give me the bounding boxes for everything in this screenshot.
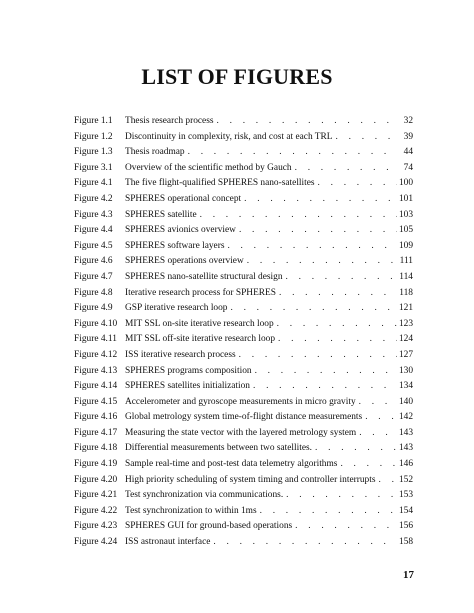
figure-page-number: 32 xyxy=(403,116,413,126)
list-item xyxy=(74,348,413,364)
figure-page-number: 130 xyxy=(398,365,413,376)
figure-title: High priority scheduling of system timing and controller interrupts xyxy=(125,474,376,485)
list-item xyxy=(74,535,413,551)
figure-number: Figure 4.6 xyxy=(74,256,113,267)
figure-entry xyxy=(125,145,413,161)
figure-entry xyxy=(125,519,413,535)
figure-page-number: 100 xyxy=(398,178,413,189)
figure-entry xyxy=(125,114,413,130)
list-item xyxy=(74,426,413,442)
figure-entry xyxy=(125,208,413,224)
list-item xyxy=(74,395,413,411)
figure-page-number: 103 xyxy=(398,209,413,220)
dot-leader xyxy=(318,176,397,192)
figure-page-number: 114 xyxy=(399,271,413,282)
figure-title: Accelerometer and gyroscope measurements in micro gravity xyxy=(125,396,356,407)
figure-entry xyxy=(125,379,413,395)
figure-number: Figure 4.14 xyxy=(74,381,118,392)
figure-entry xyxy=(125,286,413,302)
list-item xyxy=(74,254,413,270)
figure-page-number: 123 xyxy=(398,318,413,329)
figure-entry xyxy=(125,364,413,380)
list-item xyxy=(74,239,413,255)
figure-title: SPHERES operational concept xyxy=(125,193,242,204)
figure-number: Figure 1.3 xyxy=(74,147,113,158)
figure-page-number: 118 xyxy=(399,287,413,298)
dot-leader xyxy=(340,457,397,473)
dot-leader xyxy=(239,223,397,239)
figure-entry xyxy=(125,410,413,426)
figure-entry xyxy=(125,301,413,317)
dot-leader xyxy=(255,364,397,380)
list-item xyxy=(74,379,413,395)
figure-title: The five flight-qualified SPHERES nano-satellites xyxy=(125,178,315,189)
figure-title: ISS astronaut interface xyxy=(125,537,211,548)
figure-entry xyxy=(125,348,413,364)
figure-number: Figure 4.21 xyxy=(74,490,118,501)
figure-page-number: 153 xyxy=(398,490,413,501)
dot-leader xyxy=(278,332,397,348)
figure-entry xyxy=(125,239,413,255)
figure-number: Figure 4.23 xyxy=(74,521,118,532)
dot-leader xyxy=(295,519,397,535)
figure-number: Figure 4.9 xyxy=(74,303,113,314)
dot-leader xyxy=(378,473,396,489)
figure-page-number: 143 xyxy=(398,443,413,454)
figure-page-number: 143 xyxy=(398,427,413,438)
figure-title: Measuring the state vector with the layered metrology system xyxy=(125,427,357,438)
list-item xyxy=(74,301,413,317)
dot-leader xyxy=(365,410,397,426)
dot-leader xyxy=(253,379,397,395)
figure-number: Figure 4.2 xyxy=(74,193,113,204)
figure-page-number: 127 xyxy=(398,349,413,360)
figure-number: Figure 3.1 xyxy=(74,162,113,173)
figure-title: MIT SSL off-site iterative research loop xyxy=(125,334,276,345)
dot-leader xyxy=(336,130,397,146)
list-item xyxy=(74,130,413,146)
figure-title: SPHERES programs composition xyxy=(125,365,252,376)
list-item xyxy=(74,519,413,535)
figure-number: Figure 4.10 xyxy=(74,318,118,329)
figure-number: Figure 1.2 xyxy=(74,131,113,142)
figure-page-number: 124 xyxy=(398,334,413,345)
dot-leader xyxy=(277,317,397,333)
page-number: 17 xyxy=(403,569,414,581)
figure-title: Overview of the scientific method by Gauch xyxy=(125,162,292,173)
figure-number: Figure 4.22 xyxy=(74,505,118,516)
figure-number: Figure 4.20 xyxy=(74,474,118,485)
figure-entry xyxy=(125,488,413,504)
dot-leader xyxy=(315,441,397,457)
figure-page-number: 105 xyxy=(398,225,413,236)
figure-number: Figure 4.11 xyxy=(74,334,117,345)
figure-page-number: 146 xyxy=(398,459,413,470)
dot-leader xyxy=(286,270,397,286)
figure-title: SPHERES satellite xyxy=(125,209,197,220)
figure-page-number: 121 xyxy=(398,303,413,314)
list-item xyxy=(74,286,413,302)
list-item xyxy=(74,364,413,380)
list-item xyxy=(74,441,413,457)
figure-entry xyxy=(125,441,413,457)
figure-number: Figure 4.16 xyxy=(74,412,118,423)
figure-number: Figure 4.13 xyxy=(74,365,118,376)
figure-entry xyxy=(125,176,413,192)
figure-entry xyxy=(125,504,413,520)
figure-entry xyxy=(125,426,413,442)
figure-title: SPHERES software layers xyxy=(125,240,225,251)
dot-leader xyxy=(359,426,397,442)
figure-page-number: 134 xyxy=(398,381,413,392)
figure-entry xyxy=(125,161,413,177)
figure-title: SPHERES GUI for ground-based operations xyxy=(125,521,293,532)
dot-leader xyxy=(227,239,396,255)
figure-title: SPHERES avionics overview xyxy=(125,225,236,236)
figure-entry xyxy=(125,473,413,489)
dot-leader xyxy=(217,114,397,130)
list-item xyxy=(74,457,413,473)
figure-number: Figure 4.15 xyxy=(74,396,118,407)
figure-title: SPHERES nano-satellite structural design xyxy=(125,271,283,282)
figure-page-number: 156 xyxy=(398,521,413,532)
dot-leader xyxy=(200,208,397,224)
figure-entry xyxy=(125,192,413,208)
figure-number: Figure 4.19 xyxy=(74,459,118,470)
figure-title: Test synchronization to within 1ms xyxy=(125,505,257,516)
list-item xyxy=(74,473,413,489)
figure-entry xyxy=(125,254,413,270)
figure-number: Figure 1.1 xyxy=(74,116,113,126)
figure-title: MIT SSL on-site iterative research loop xyxy=(125,318,274,329)
figure-entry xyxy=(125,317,413,333)
dot-leader xyxy=(295,161,397,177)
figure-title: Iterative research process for SPHERES xyxy=(125,287,276,298)
figure-title: Discontinuity in complexity, risk, and cost at each TRL xyxy=(125,131,333,142)
list-item xyxy=(74,114,413,130)
figure-number: Figure 4.4 xyxy=(74,225,113,236)
list-of-figures xyxy=(74,114,413,551)
figure-page-number: 154 xyxy=(398,505,413,516)
figure-entry xyxy=(125,535,413,551)
list-item xyxy=(74,208,413,224)
dot-leader xyxy=(244,192,397,208)
figure-entry xyxy=(125,223,413,239)
list-item xyxy=(74,176,413,192)
figure-title: ISS iterative research process xyxy=(125,349,236,360)
figure-entry xyxy=(125,395,413,411)
figure-title: SPHERES operations overview xyxy=(125,256,244,267)
figure-number: Figure 4.18 xyxy=(74,443,118,454)
figure-page-number: 142 xyxy=(398,412,413,423)
figure-entry xyxy=(125,457,413,473)
figure-page-number: 111 xyxy=(399,256,413,267)
dot-leader xyxy=(260,504,397,520)
figure-entry xyxy=(125,130,413,146)
page-title: LIST OF FIGURES xyxy=(141,64,333,89)
figure-page-number: 39 xyxy=(403,131,413,142)
figure-page-number: 140 xyxy=(398,396,413,407)
list-item xyxy=(74,410,413,426)
figure-number: Figure 4.7 xyxy=(74,271,113,282)
figure-title: Sample real-time and post-test data telemetry algorithms xyxy=(125,459,338,470)
figure-entry xyxy=(125,332,413,348)
figure-page-number: 158 xyxy=(398,537,413,548)
figure-number: Figure 4.8 xyxy=(74,287,113,298)
figure-entry xyxy=(125,270,413,286)
figure-page-number: 152 xyxy=(398,474,413,485)
figure-number: Figure 4.3 xyxy=(74,209,113,220)
list-item xyxy=(74,161,413,177)
dot-leader xyxy=(230,301,396,317)
list-item xyxy=(74,504,413,520)
dot-leader xyxy=(279,286,397,302)
list-item xyxy=(74,145,413,161)
dot-leader xyxy=(286,488,397,504)
figure-title: Thesis roadmap xyxy=(125,147,185,158)
list-item xyxy=(74,317,413,333)
figure-title: SPHERES satellites initialization xyxy=(125,381,250,392)
figure-page-number: 101 xyxy=(398,193,413,204)
dot-leader xyxy=(247,254,397,270)
figure-page-number: 44 xyxy=(403,147,413,158)
dot-leader xyxy=(188,145,397,161)
dot-leader xyxy=(239,348,397,364)
dot-leader xyxy=(359,395,397,411)
list-item xyxy=(74,270,413,286)
figure-title: GSP iterative research loop xyxy=(125,303,228,314)
list-item xyxy=(74,332,413,348)
dot-leader xyxy=(213,535,397,551)
figure-number: Figure 4.17 xyxy=(74,427,118,438)
figure-title: Global metrology system time-of-flight distance measurements xyxy=(125,412,363,423)
figure-page-number: 74 xyxy=(403,162,413,173)
list-item xyxy=(74,223,413,239)
list-item xyxy=(74,192,413,208)
figure-number: Figure 4.24 xyxy=(74,537,118,548)
figure-title: Thesis research process xyxy=(125,116,214,126)
figure-title: Differential measurements between two satellites. xyxy=(125,443,313,454)
figure-title: Test synchronization via communications. xyxy=(125,490,284,501)
figure-number: Figure 4.1 xyxy=(74,178,113,189)
list-item xyxy=(74,488,413,504)
figure-page-number: 109 xyxy=(398,240,413,251)
figure-number: Figure 4.12 xyxy=(74,349,118,360)
figure-number: Figure 4.5 xyxy=(74,240,113,251)
